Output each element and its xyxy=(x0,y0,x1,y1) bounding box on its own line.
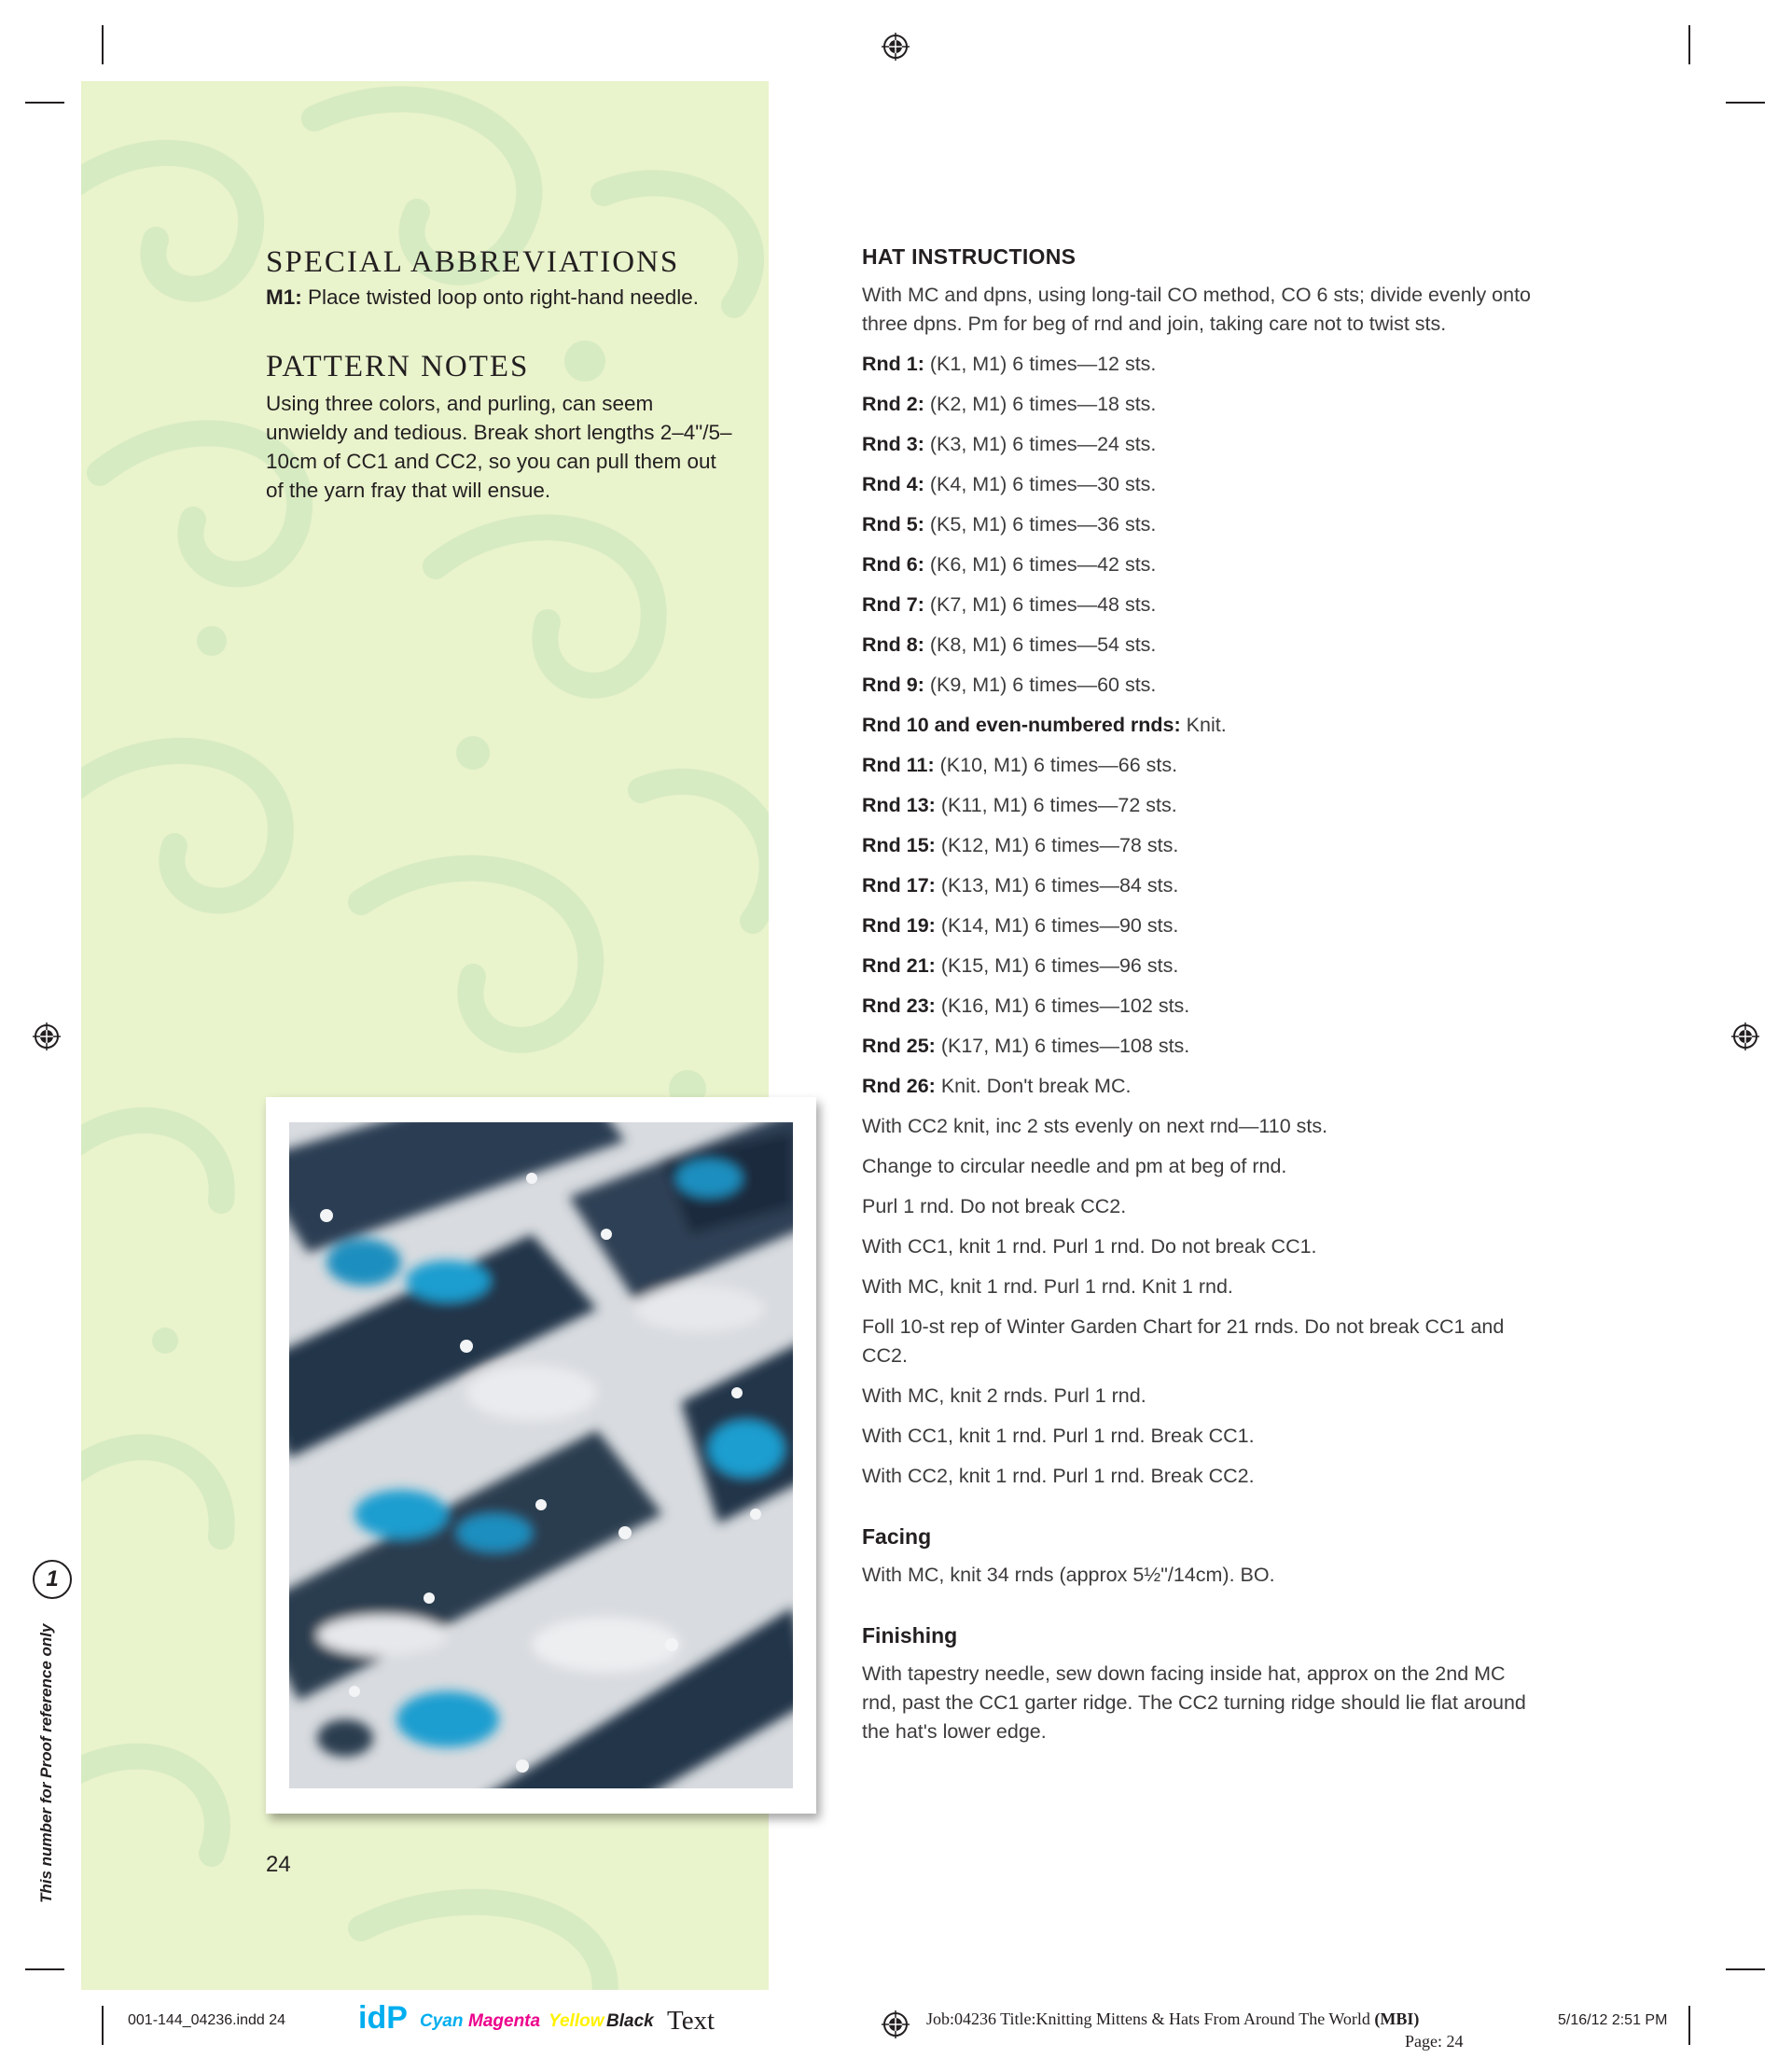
instruction-step xyxy=(862,390,1534,419)
step-label: Rnd 3: xyxy=(862,433,924,455)
crop-mark xyxy=(1726,1968,1765,1970)
step-label: Rnd 15: xyxy=(862,834,936,856)
step-text: (K5, M1) 6 times—36 sts. xyxy=(924,513,1157,535)
slug-file: 001-144_04236.indd 24 xyxy=(128,2012,286,2028)
step-text: (K11, M1) 6 times—72 sts. xyxy=(935,794,1177,816)
instruction-step xyxy=(862,1313,1534,1370)
pattern-notes-text: Using three colors, and purling, can seem unwieldy and tedious. Break short lengths 2–4"/5–10cm of CC1 and CC2, so you can pull them out of the yarn fray that will ensue. xyxy=(266,392,732,502)
step-label: Rnd 6: xyxy=(862,553,924,576)
step-label: Rnd 5: xyxy=(862,513,924,535)
crop-mark xyxy=(1688,2006,1690,2045)
page-number: 24 xyxy=(266,1852,291,1877)
step-text: (K10, M1) 6 times—66 sts. xyxy=(934,754,1178,776)
slug-idp-logo: idP xyxy=(358,2000,408,2036)
finishing-heading: Finishing xyxy=(862,1623,958,1648)
crop-mark xyxy=(25,102,64,104)
instruction-step xyxy=(862,591,1534,619)
step-text: With CC2, knit 1 rnd. Purl 1 rnd. Break CC2. xyxy=(862,1465,1255,1487)
step-text: With MC and dpns, using long-tail CO method, CO 6 sts; divide evenly onto three dpns. Pm for beg of rnd and join, taking care not to twist sts. xyxy=(862,284,1532,335)
slug-magenta: Magenta xyxy=(468,2011,541,2031)
instruction-step xyxy=(862,871,1534,900)
instruction-step xyxy=(862,1232,1534,1261)
instruction-step xyxy=(862,952,1534,980)
step-text: (K12, M1) 6 times—78 sts. xyxy=(935,834,1179,856)
step-label: Rnd 9: xyxy=(862,674,924,696)
step-text: With MC, knit 2 rnds. Purl 1 rnd. xyxy=(862,1384,1146,1407)
step-text: (K9, M1) 6 times—60 sts. xyxy=(924,674,1157,696)
instruction-step xyxy=(862,911,1534,940)
instruction-step xyxy=(862,711,1534,740)
instruction-step xyxy=(862,992,1534,1021)
instruction-step xyxy=(862,1382,1534,1411)
step-text: Change to circular needle and pm at beg of rnd. xyxy=(862,1155,1287,1177)
step-label: Rnd 8: xyxy=(862,633,924,656)
step-text: (K14, M1) 6 times—90 sts. xyxy=(935,914,1179,937)
instruction-step xyxy=(862,1422,1534,1451)
step-label: Rnd 21: xyxy=(862,954,936,977)
photo-frame xyxy=(266,1097,816,1814)
step-text: Purl 1 rnd. Do not break CC2. xyxy=(862,1195,1127,1217)
step-label: Rnd 4: xyxy=(862,473,924,495)
proof-number: 1 xyxy=(33,1560,72,1599)
step-label: Rnd 7: xyxy=(862,593,924,616)
slug-cyan: Cyan xyxy=(420,2011,464,2031)
instruction-step xyxy=(862,470,1534,499)
step-text: (K8, M1) 6 times—54 sts. xyxy=(924,633,1157,656)
step-text: With MC, knit 1 rnd. Purl 1 rnd. Knit 1 rnd. xyxy=(862,1275,1233,1298)
facing-text: With MC, knit 34 rnds (approx 5½"/14cm). BO. xyxy=(862,1564,1275,1586)
instruction-step xyxy=(862,671,1534,700)
crop-mark xyxy=(1726,102,1765,104)
step-text: (K3, M1) 6 times—24 sts. xyxy=(924,433,1157,455)
hat-instructions-heading: HAT INSTRUCTIONS xyxy=(862,244,1077,269)
step-label: Rnd 2: xyxy=(862,393,924,415)
slug-job xyxy=(926,2009,1419,2029)
registration-mark-icon xyxy=(882,33,910,61)
instruction-step xyxy=(862,1462,1534,1491)
registration-mark-icon xyxy=(33,1022,61,1050)
step-text: (K4, M1) 6 times—30 sts. xyxy=(924,473,1157,495)
crop-mark xyxy=(25,1968,64,1970)
step-label: Rnd 23: xyxy=(862,994,936,1017)
instruction-step xyxy=(862,1152,1534,1181)
instruction-step xyxy=(862,430,1534,459)
step-label: Rnd 25: xyxy=(862,1035,936,1057)
instruction-step xyxy=(862,831,1534,860)
step-text: (K1, M1) 6 times—12 sts. xyxy=(924,353,1157,375)
instruction-step xyxy=(862,550,1534,579)
slug-page: Page: 24 xyxy=(1405,2032,1464,2051)
slug-date: 5/16/12 2:51 PM xyxy=(1558,2012,1668,2028)
step-text: Knit. Don't break MC. xyxy=(935,1075,1132,1097)
slug-job-title: Job:04236 Title:Knitting Mittens & Hats From Around The World xyxy=(926,2009,1375,2028)
registration-mark-icon xyxy=(1731,1022,1759,1050)
step-text: (K6, M1) 6 times—42 sts. xyxy=(924,553,1157,576)
pattern-notes-heading: PATTERN NOTES xyxy=(266,350,530,383)
slug-yellow: Yellow xyxy=(549,2011,604,2031)
instruction-step xyxy=(862,1272,1534,1301)
facing-heading: Facing xyxy=(862,1524,932,1549)
instruction-step xyxy=(862,631,1534,660)
step-label: Rnd 1: xyxy=(862,353,924,375)
step-label: Rnd 17: xyxy=(862,874,936,897)
knitted-fabric-photo xyxy=(289,1122,793,1788)
step-text: (K13, M1) 6 times—84 sts. xyxy=(935,874,1179,897)
step-text: Knit. xyxy=(1180,714,1227,736)
step-text: Foll 10-st rep of Winter Garden Chart for 21 rnds. Do not break CC1 and CC2. xyxy=(862,1315,1505,1367)
step-text: (K15, M1) 6 times—96 sts. xyxy=(935,954,1179,977)
registration-mark-icon xyxy=(882,2010,910,2038)
step-text: (K17, M1) 6 times—108 sts. xyxy=(935,1035,1190,1057)
step-text: (K2, M1) 6 times—18 sts. xyxy=(924,393,1157,415)
abbreviations-heading: SPECIAL ABBREVIATIONS xyxy=(266,245,680,279)
instruction-step xyxy=(862,281,1534,339)
slug-text: Text xyxy=(667,2006,715,2036)
finishing-text: With tapestry needle, sew down facing inside hat, approx on the 2nd MC rnd, past the CC1 garter ridge. The CC2 turning ridge should lie flat around the hat's lower edge. xyxy=(862,1662,1526,1743)
step-label: Rnd 26: xyxy=(862,1075,936,1097)
step-text: (K7, M1) 6 times—48 sts. xyxy=(924,593,1157,616)
abbreviation-term: M1: xyxy=(266,285,302,309)
instruction-step xyxy=(862,350,1534,379)
instruction-step xyxy=(862,510,1534,539)
abbreviation-m1 xyxy=(266,283,732,312)
step-label: Rnd 13: xyxy=(862,794,936,816)
step-label: Rnd 10 and even-numbered rnds: xyxy=(862,714,1181,736)
abbreviation-definition: Place twisted loop onto right-hand needle. xyxy=(301,285,700,309)
instruction-list xyxy=(862,281,1534,1491)
instruction-step xyxy=(862,751,1534,780)
instruction-step xyxy=(862,1192,1534,1221)
slug-job-code: (MBI) xyxy=(1374,2009,1420,2028)
step-text: With CC1, knit 1 rnd. Purl 1 rnd. Do not break CC1. xyxy=(862,1235,1317,1258)
step-label: Rnd 19: xyxy=(862,914,936,937)
crop-mark xyxy=(102,2006,104,2045)
slug-black: Black xyxy=(606,2011,654,2031)
crop-mark xyxy=(102,25,104,64)
crop-mark xyxy=(1688,25,1690,64)
proof-side-note: This number for Proof reference only xyxy=(37,1623,55,1903)
step-label: Rnd 11: xyxy=(862,754,935,776)
step-text: With CC2 knit, inc 2 sts evenly on next rnd—110 sts. xyxy=(862,1115,1328,1137)
instruction-step xyxy=(862,1112,1534,1141)
step-text: (K16, M1) 6 times—102 sts. xyxy=(935,994,1190,1017)
instruction-step xyxy=(862,1072,1534,1101)
instruction-step xyxy=(862,791,1534,820)
hat-instructions xyxy=(862,244,1534,1758)
instruction-step xyxy=(862,1032,1534,1061)
step-text: With CC1, knit 1 rnd. Purl 1 rnd. Break CC1. xyxy=(862,1425,1255,1447)
